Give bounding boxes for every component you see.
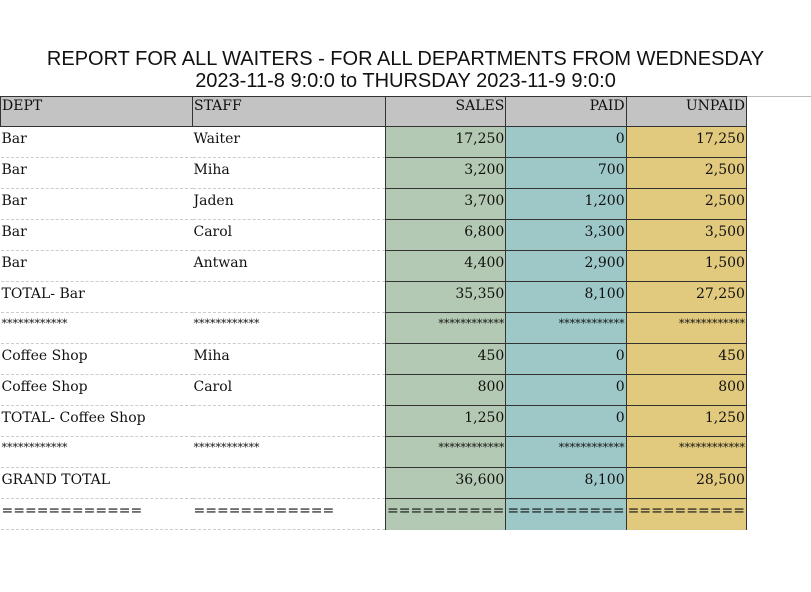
cell-sales: 800 (386, 375, 506, 406)
cell-sales: 4,400 (386, 251, 506, 282)
cell-unpaid: 17,250 (626, 127, 746, 158)
cell-paid: 1,200 (506, 189, 626, 220)
cell-sales: ************ (386, 313, 506, 344)
cell-paid: 3,300 (506, 220, 626, 251)
cell-dept: Coffee Shop (1, 344, 193, 375)
report-title-line-1: REPORT FOR ALL WAITERS - FOR ALL DEPARTMENTS FROM WEDNESDAY (46, 48, 765, 70)
cell-staff: Antwan (193, 251, 386, 282)
column-header-sales: SALES (386, 97, 506, 127)
cell-dept: TOTAL- Bar (1, 282, 193, 313)
cell-staff: Carol (193, 220, 386, 251)
table-header-row (1, 97, 747, 127)
cell-sales: 3,200 (386, 158, 506, 189)
report-title (0, 48, 811, 92)
table-row (1, 251, 747, 282)
cell-sales: 3,700 (386, 189, 506, 220)
waiter-report-table (0, 96, 747, 530)
cell-dept: Bar (1, 251, 193, 282)
cell-dept: Bar (1, 127, 193, 158)
cell-staff: Jaden (193, 189, 386, 220)
cell-staff: Miha (193, 158, 386, 189)
cell-paid: 0 (506, 406, 626, 437)
cell-dept: Bar (1, 158, 193, 189)
column-header-paid: PAID (506, 97, 626, 127)
cell-unpaid: 1,250 (626, 406, 746, 437)
cell-dept: Bar (1, 220, 193, 251)
cell-dept: ============ (1, 499, 193, 530)
cell-paid: 0 (506, 375, 626, 406)
cell-sales: 6,800 (386, 220, 506, 251)
cell-unpaid: 27,250 (626, 282, 746, 313)
table-row (1, 158, 747, 189)
table-row (1, 375, 747, 406)
cell-dept: Coffee Shop (1, 375, 193, 406)
cell-staff: ************ (193, 437, 386, 468)
cell-sales: 17,250 (386, 127, 506, 158)
table-row (1, 406, 747, 437)
cell-dept: Bar (1, 189, 193, 220)
cell-sales: 450 (386, 344, 506, 375)
cell-dept: ************ (1, 437, 193, 468)
column-header-unpaid: UNPAID (626, 97, 746, 127)
cell-unpaid: 1,500 (626, 251, 746, 282)
cell-paid: ************ (506, 437, 626, 468)
table-row (1, 499, 747, 530)
table-row (1, 468, 747, 499)
cell-staff: Miha (193, 344, 386, 375)
cell-unpaid: 3,500 (626, 220, 746, 251)
cell-staff: ============ (193, 499, 386, 530)
column-header-dept: DEPT (1, 97, 193, 127)
cell-paid: 8,100 (506, 468, 626, 499)
cell-unpaid: ========== (626, 499, 746, 530)
cell-paid: ************ (506, 313, 626, 344)
cell-unpaid: 450 (626, 344, 746, 375)
report-title-line-2: 2023-11-8 9:0:0 to THURSDAY 2023-11-9 9:0:0 (195, 70, 616, 92)
cell-dept: ************ (1, 313, 193, 344)
cell-sales: 35,350 (386, 282, 506, 313)
cell-paid: ========== (506, 499, 626, 530)
cell-dept: TOTAL- Coffee Shop (1, 406, 193, 437)
cell-unpaid: 800 (626, 375, 746, 406)
cell-staff (193, 468, 386, 499)
table-body (1, 127, 747, 530)
table-row (1, 344, 747, 375)
cell-staff (193, 282, 386, 313)
cell-unpaid: 2,500 (626, 189, 746, 220)
cell-unpaid: ************ (626, 313, 746, 344)
cell-staff: ************ (193, 313, 386, 344)
cell-staff: Carol (193, 375, 386, 406)
cell-staff (193, 406, 386, 437)
table-row (1, 313, 747, 344)
cell-dept: GRAND TOTAL (1, 468, 193, 499)
cell-unpaid: 28,500 (626, 468, 746, 499)
table-row (1, 189, 747, 220)
cell-paid: 8,100 (506, 282, 626, 313)
table-row (1, 282, 747, 313)
cell-unpaid: ************ (626, 437, 746, 468)
cell-staff: Waiter (193, 127, 386, 158)
cell-sales: ************ (386, 437, 506, 468)
cell-paid: 700 (506, 158, 626, 189)
cell-unpaid: 2,500 (626, 158, 746, 189)
cell-sales: 36,600 (386, 468, 506, 499)
table-row (1, 127, 747, 158)
cell-sales: 1,250 (386, 406, 506, 437)
cell-paid: 0 (506, 344, 626, 375)
table-row (1, 220, 747, 251)
column-header-staff: STAFF (193, 97, 386, 127)
table-row (1, 437, 747, 468)
cell-paid: 2,900 (506, 251, 626, 282)
cell-sales: ========== (386, 499, 506, 530)
cell-paid: 0 (506, 127, 626, 158)
